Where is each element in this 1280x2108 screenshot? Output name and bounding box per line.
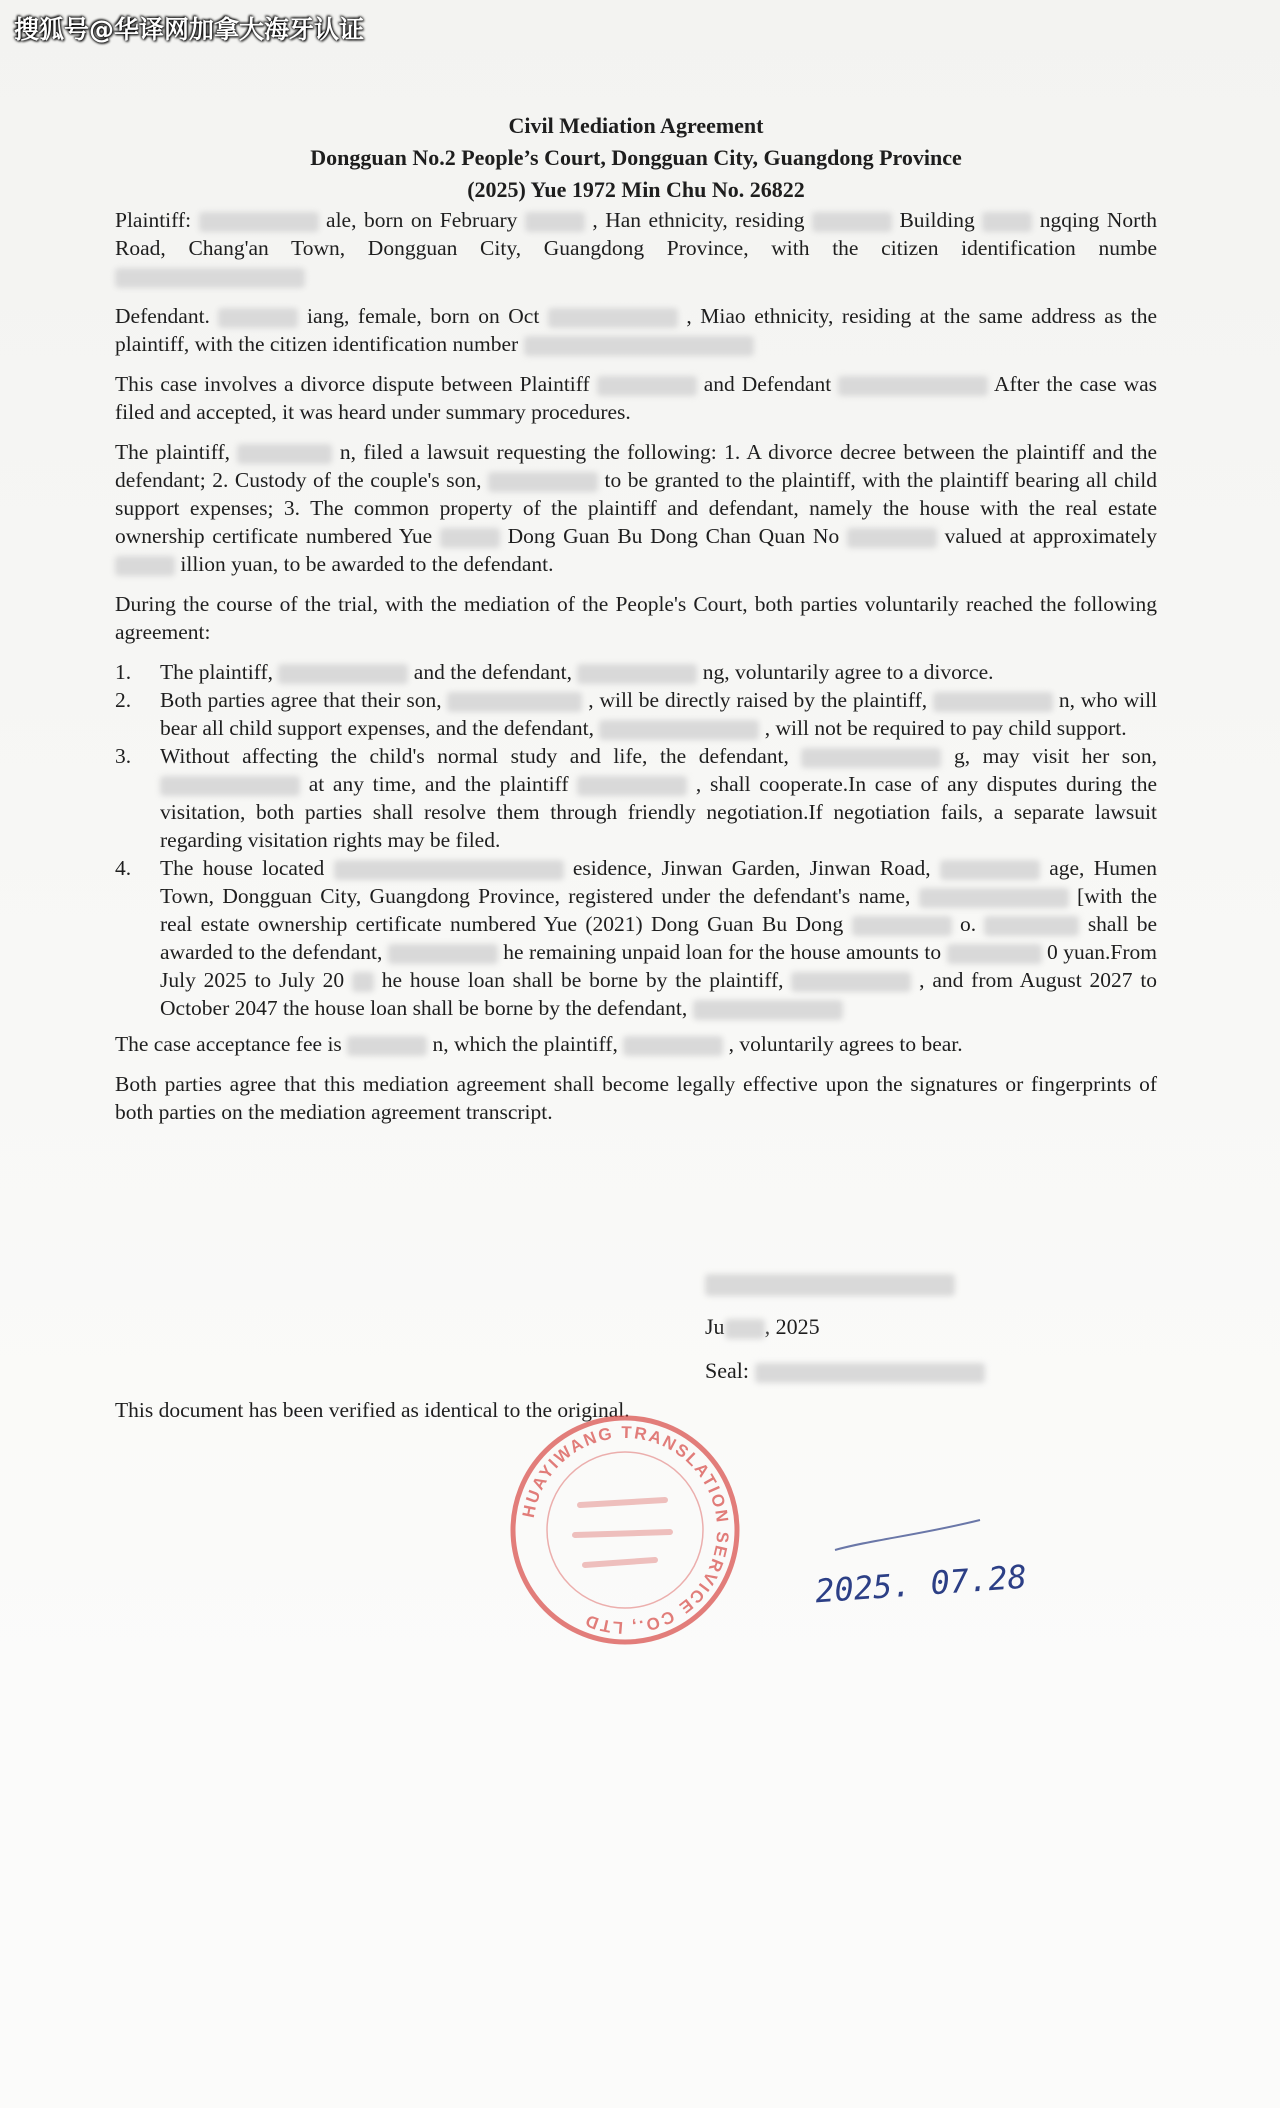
redaction	[755, 1363, 985, 1383]
text-fragment: n, filed a lawsuit requesting the following: 1. A divorce decree between the plaintiff and the defendant; 2. Custody of the couple's son,	[115, 440, 1158, 492]
redaction	[199, 212, 319, 232]
redaction	[838, 376, 988, 396]
redaction	[623, 1036, 723, 1056]
case-paragraph	[115, 370, 1157, 426]
handwritten-date: 2025. 07.28	[813, 1557, 1028, 1611]
stamp-text: HUAYIWANG TRANSLATION SERVICE CO., LTD	[518, 1422, 733, 1638]
company-stamp	[505, 1410, 745, 1655]
agreement-list	[115, 658, 1157, 1022]
redaction	[278, 664, 408, 684]
text-fragment: 0 yuan.From July 2025 to July	[160, 940, 1157, 992]
text-fragment: ng, voluntarily agree to a divorce.	[702, 660, 994, 684]
fee-paragraph	[115, 1030, 1157, 1058]
text-fragment: Building	[899, 208, 975, 232]
redaction	[947, 944, 1042, 964]
redaction	[160, 776, 300, 796]
redaction	[548, 308, 678, 328]
stamp-icon	[505, 1410, 745, 1650]
text-fragment: Both parties agree that their son,	[160, 688, 442, 712]
text-fragment: , will not be required to pay child support.	[764, 716, 1127, 740]
text-fragment: iang, female, born on Oct	[306, 304, 540, 328]
text-fragment: Dong Guan Bu Dong Chan Quan No	[507, 524, 840, 548]
redaction	[982, 212, 1032, 232]
text-fragment: This case involves a divorce dispute between Plaintiff	[115, 372, 590, 396]
redaction	[347, 1036, 427, 1056]
court-name: Dongguan No.2 People’s Court, Dongguan City, Guangdong Province	[310, 145, 962, 170]
text-fragment: ale, born on February	[326, 208, 518, 232]
redaction	[801, 748, 941, 768]
redaction	[447, 692, 582, 712]
redaction	[933, 692, 1053, 712]
item-number: 3.	[115, 744, 132, 768]
text-fragment: The case acceptance fee is	[115, 1032, 342, 1056]
redaction	[334, 860, 564, 880]
text-fragment: , Han ethnicity, residing	[592, 208, 805, 232]
text-fragment: 2047	[234, 996, 278, 1020]
text-fragment: o.	[959, 912, 977, 936]
date-fragment: , 2025	[764, 1314, 820, 1339]
agreement-item	[115, 742, 1157, 854]
redaction	[352, 972, 374, 992]
redaction	[940, 860, 1040, 880]
redaction	[599, 720, 759, 740]
redaction	[440, 528, 500, 548]
plaintiff-label: Plaintiff:	[115, 208, 192, 232]
text-fragment: , will be directly raised by the plaintiff,	[588, 688, 928, 712]
text-fragment: ngqing North Road, Chang'an Town, Dongguan City, Guangdong Province, with the citizen identification numbe	[115, 208, 1158, 260]
redaction	[388, 944, 498, 964]
item-number: 2.	[115, 688, 132, 712]
text-fragment: the house loan shall be borne by the defendant,	[283, 996, 688, 1020]
plaintiff-paragraph	[115, 206, 1157, 290]
text-fragment: , Miao ethnicity, residing at the same address as the plaintiff, with the citizen identification number	[115, 304, 1157, 356]
text-fragment: 20	[322, 968, 345, 992]
text-fragment: n, which the plaintiff,	[432, 1032, 618, 1056]
text-fragment: valued at approximately	[944, 524, 1158, 548]
redaction	[597, 376, 697, 396]
redaction	[852, 916, 952, 936]
text-fragment: shall be awarded to the defendant,	[160, 912, 1158, 964]
seal-label: Seal:	[705, 1358, 749, 1383]
effect-paragraph: Both parties agree that this mediation agreement shall become legally effective upon the signatures or fingerprints of both parties on the mediation agreement transcript.	[115, 1072, 1157, 1124]
claims-paragraph	[115, 438, 1157, 578]
text-fragment: The plaintiff,	[160, 660, 274, 684]
text-fragment: and the defendant,	[413, 660, 572, 684]
document-body	[115, 110, 1157, 1138]
redaction	[524, 336, 754, 356]
redaction	[725, 1319, 765, 1339]
signature-block	[705, 1270, 1005, 1402]
watermark-label: 搜狐号@华译网加拿大海牙认证	[14, 15, 365, 44]
text-fragment: age, Humen Town, Dongguan City, Guangdong Province, registered under the defendant's name,	[160, 856, 1158, 908]
text-fragment: , shall cooperate.In case of any disputes during the visitation, both parties shall resolve them through friendly negotiation.If negotiation fails, a separate lawsuit regarding visitation rights may be filed.	[160, 772, 1158, 852]
agreement-item	[115, 658, 1157, 686]
text-fragment: esidence, Jinwan Garden, Jinwan Road,	[572, 856, 931, 880]
text-fragment: g, may visit her son,	[954, 744, 1158, 768]
case-number: (2025) Yue 1972 Min Chu No. 26822	[467, 177, 805, 202]
text-fragment: The plaintiff,	[115, 440, 231, 464]
text-fragment: he remaining unpaid loan for the house amounts to	[503, 940, 942, 964]
seal-line	[705, 1358, 1005, 1384]
pen-stroke-icon	[830, 1500, 990, 1560]
trial-paragraph: During the course of the trial, with the mediation of the People's Court, both parties voluntarily reached the following agreement:	[115, 592, 1157, 644]
date-fragment: Ju	[705, 1314, 725, 1339]
text-fragment: [with the real estate ownership certificate numbered Yue (2021) Dong Guan Bu Dong	[160, 884, 1158, 936]
redaction	[791, 972, 911, 992]
redaction	[577, 776, 687, 796]
document-title: Civil Mediation Agreement	[508, 113, 764, 138]
redaction	[237, 444, 332, 464]
svg-text:HUAYIWANG TRANSLATION SERVICE	[519, 1423, 732, 1637]
text-fragment: , voluntarily agrees to bear.	[728, 1032, 963, 1056]
item-number: 4.	[115, 856, 132, 880]
redaction	[115, 268, 305, 288]
text-fragment: and Defendant	[703, 372, 832, 396]
text-fragment: , and from August 2027 to October	[160, 968, 1158, 1020]
redaction	[115, 556, 175, 576]
defendant-label: Defendant.	[115, 304, 210, 328]
redaction	[984, 916, 1079, 936]
text-fragment: at any time, and the plaintiff	[308, 772, 569, 796]
text-fragment: Without affecting the child's normal study and life, the defendant,	[160, 744, 789, 768]
text-fragment: The house located	[160, 856, 325, 880]
text-fragment: After the case was filed and accepted, it was heard under summary procedures.	[115, 372, 1158, 424]
redaction	[577, 664, 697, 684]
agreement-item	[115, 686, 1157, 742]
item-number: 1.	[115, 660, 132, 684]
document-header	[115, 110, 1157, 206]
redaction	[705, 1274, 955, 1296]
text-fragment: to be granted to the plaintiff, with the plaintiff bearing all child support expenses; 3. The common property of the plaintiff and defendant, namely the house with the real estate ownership certificate numbered Yue	[115, 468, 1157, 548]
verification-statement: This document has been verified as identical to the original.	[115, 1398, 630, 1422]
redaction	[218, 308, 298, 328]
text-fragment: he house loan shall be borne by the plaintiff,	[381, 968, 784, 992]
redaction	[812, 212, 892, 232]
redaction	[847, 528, 937, 548]
redaction	[693, 1000, 843, 1020]
redaction	[525, 212, 585, 232]
text-fragment: n, who will bear all child support expenses, and the defendant,	[160, 688, 1158, 740]
defendant-paragraph	[115, 302, 1157, 358]
text-fragment: illion yuan, to be awarded to the defendant.	[180, 552, 554, 576]
redaction	[488, 472, 598, 492]
redaction	[919, 888, 1069, 908]
agreement-item	[115, 854, 1157, 1022]
signature-date	[705, 1314, 1005, 1340]
